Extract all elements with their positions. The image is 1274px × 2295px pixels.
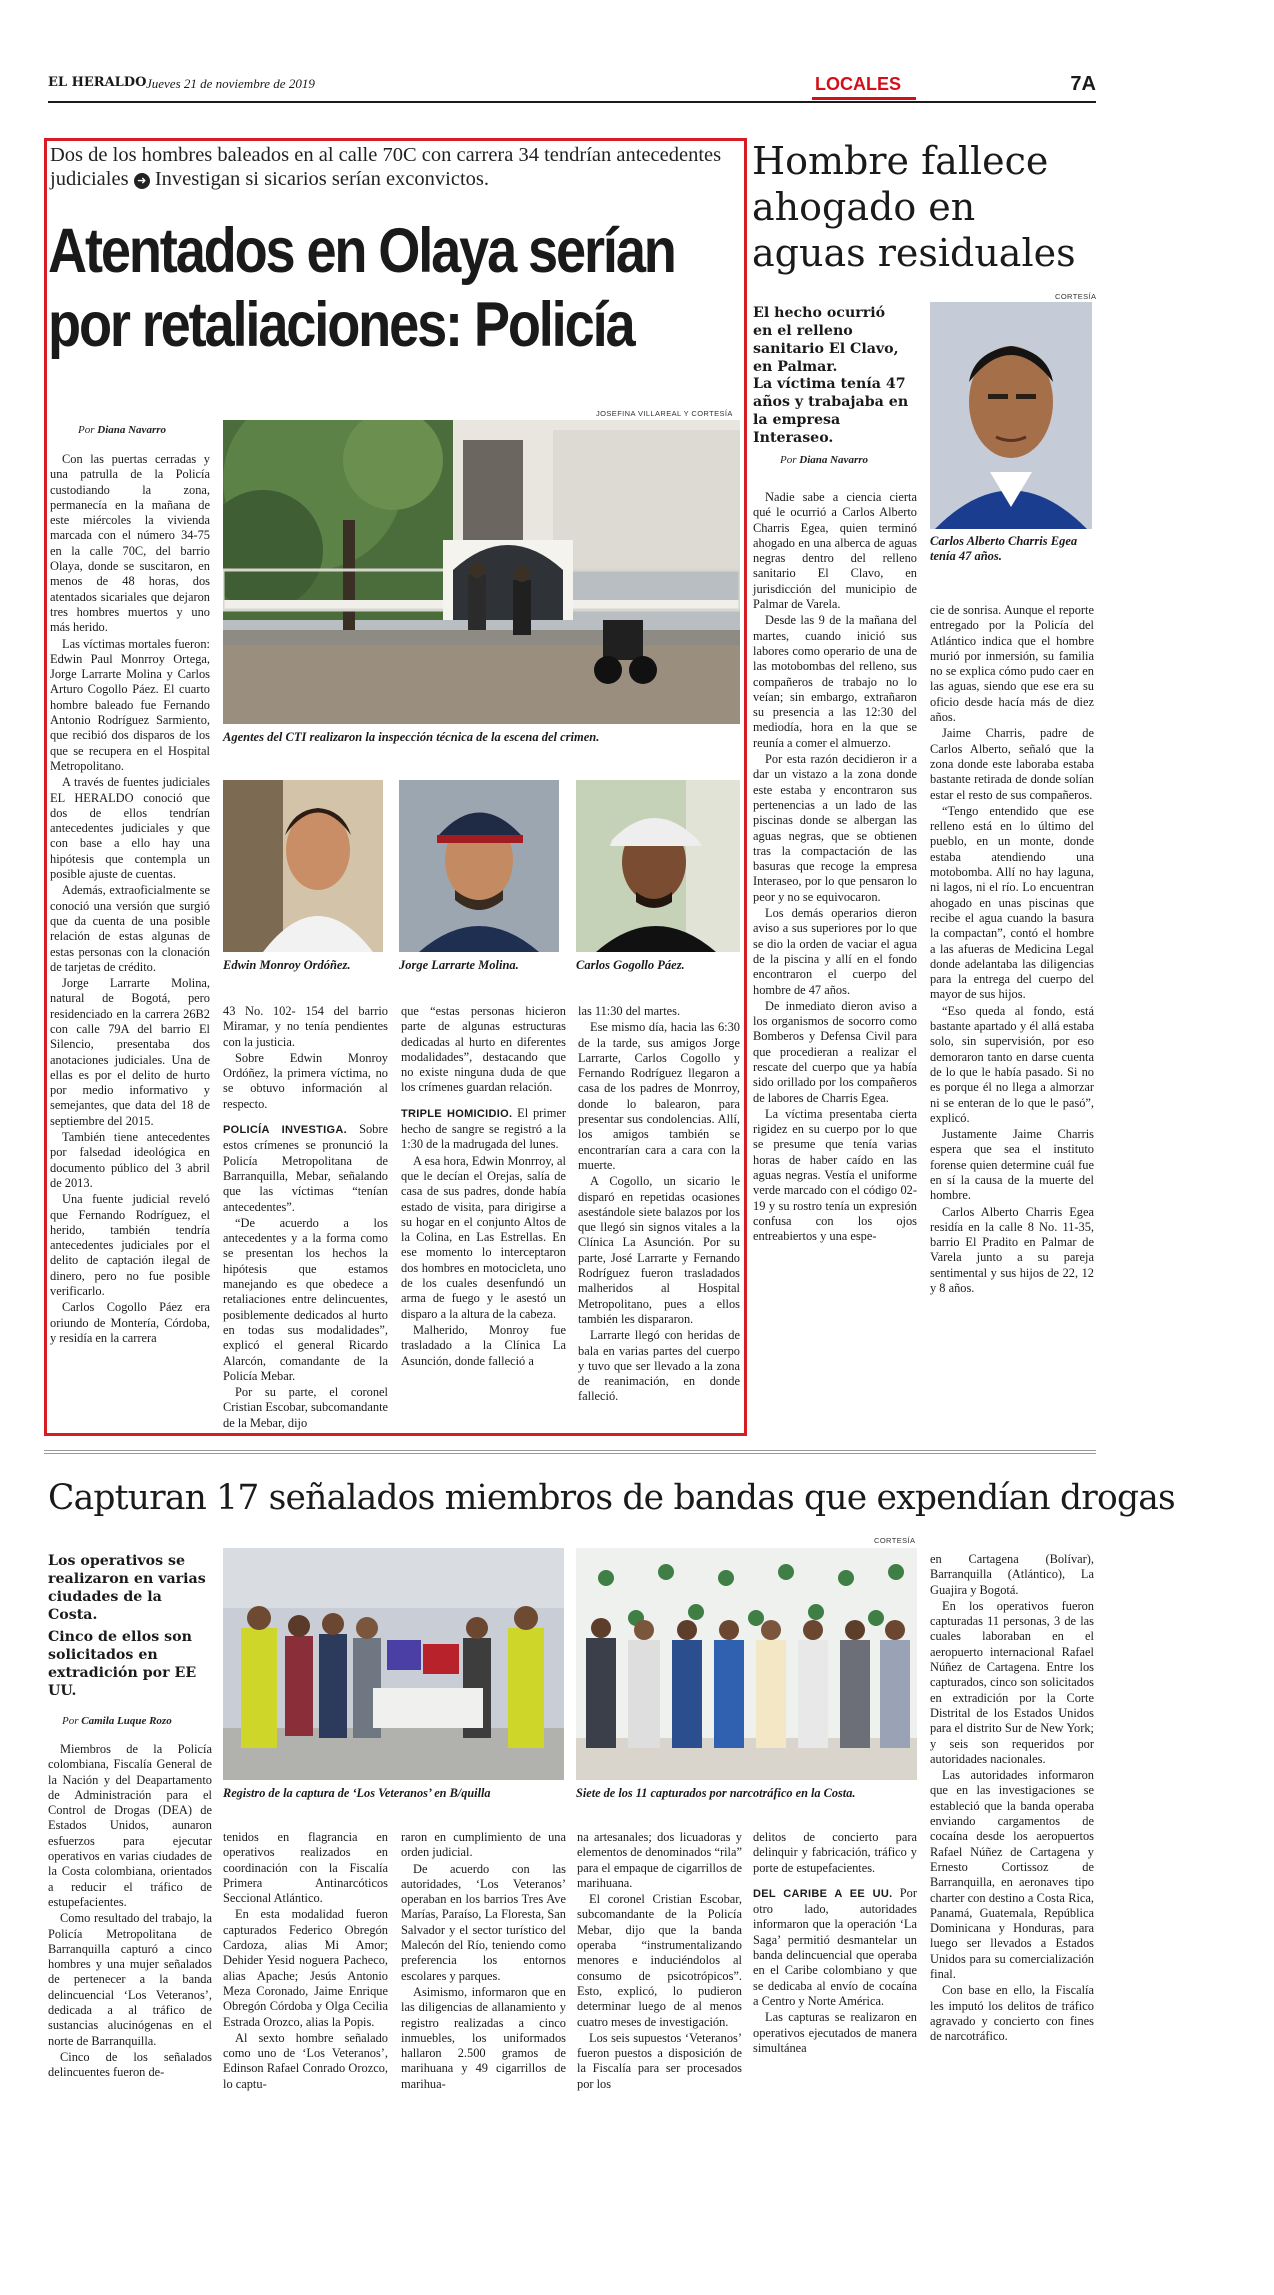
paragraph: raron en cumplimiento de una orden judicial.	[401, 1830, 566, 1860]
paragraph: Nadie sabe a ciencia cierta qué le ocurrió a Carlos Alberto Charris Egea, quien terminó ahogado en una alberca de aguas negras dentro del relleno sanitario El Clavo, en jurisdicción del municipio de Palmar de Varela.	[753, 490, 917, 612]
paragraph: las 11:30 del martes.	[578, 1004, 681, 1018]
paragraph: A través de fuentes judiciales EL HERALDO conoció que dos de ellos tendrían antecedentes judiciales y que con base a ello hay una hipótesis que contempla un posible ajuste de cuentas.	[50, 775, 210, 882]
bandas-column-3	[401, 1830, 566, 2093]
paragraph: cie de sonrisa. Aunque el reporte entregado por la Policía del Atlántico indica que el hombre murió por inmersión, su familia no se explica cómo pudo caer en las aguas, siendo que ese era su oficio desde hacía más de diez años.	[930, 603, 1094, 725]
header-rule	[48, 101, 1096, 103]
charris-caption: Carlos Alberto Charris Egea tenía 47 años.	[930, 534, 1078, 563]
la-saga-caption: Siete de los 11 capturados por narcotráfico en la Costa.	[576, 1786, 856, 1800]
paragraph: Por su parte, el coronel Cristian Escobar, subcomandante de la Mebar, dijo	[223, 1385, 389, 1430]
paragraph: De acuerdo con las autoridades, ‘Los Veteranos’ operaban en los barrios Tres Ave Marías, Paraíso, La Floresta, San Salvador y el sector turístico del Malecón del Río, teniendo como preferencia los entornos escolares y parques.	[401, 1861, 566, 1983]
olaya-column-1	[50, 452, 210, 1347]
paragraph: Carlos Alberto Charris Egea residía en la calle 8 No. 11-35, barrio El Pradito en Palmar de Varela junto a su pareja sentimental y sus hijos de 22, 12 y 8 años.	[930, 1204, 1094, 1296]
ahogado-lead-2: La víctima tenía 47 años y trabajaba en la empresa Interaseo.	[753, 376, 909, 446]
paragraph: “Tengo entendido que ese relleno está en lo último del pueblo, en un monte, donde estaba atendiendo una motobomba. Allí no hay laguna, ni lagos, ni el río. Lo encuentran ahogado en unas piscinas que recibe el agua cuando la basura la compactan”, contó el hombre a las afueras de Medicina Legal donde adelantaba las diligencias para la entrega del cuerpo del mayor de sus hijos.	[930, 803, 1094, 1002]
charris-portrait	[930, 302, 1092, 529]
paragraph: Con las puertas cerradas y una patrulla de la Policía custodiando la zona, permanecía en la mañana de este miércoles la vivienda marcada con el número 34-75 en la calle 70C, del barrio Olaya, donde se suscitaron, en menos de 48 horas, dos atentados sicariales que dejaron tres hombres muertos y uno más herido.	[50, 452, 210, 635]
main-photo-caption: Agentes del CTI realizaron la inspección técnica de la escena del crimen.	[223, 730, 600, 744]
page-header	[48, 74, 1096, 100]
paragraph: Cinco de los señalados delincuentes fueron de-	[48, 2049, 212, 2080]
paragraph: Además, extraoficialmente se conoció una versión que surgió que da cuenta de una posible relación de estas algunas de estas personas con la clonación de tarjetas de crédito.	[50, 883, 210, 974]
veteranos-capture-illustration	[223, 1548, 564, 1780]
paragraph: Por esta razón decidieron ir a dar un vistazo a la zona donde este estaba y encontraron sus pertenencias a un lado de las piscinas donde se albergan las aguas negras, que se obtienen tras la compactación de las basuras que recoge la empresa Interaseo, por lo que pensaron lo peor y no se equivocaron.	[753, 752, 917, 904]
bandas-column-5	[753, 1830, 917, 2057]
byline-prefix: Por	[62, 1715, 79, 1727]
paragraph: De inmediato dieron aviso a los organismos de socorro como Bomberos y Defensa Civil para que procedieran a realizar el rescate del cuerpo que ya había sido orillado por los compañeros de labores de Charris Egea.	[753, 998, 917, 1105]
olaya-headline	[48, 214, 675, 362]
olaya-byline	[78, 424, 166, 436]
section-name: LOCALES	[815, 74, 902, 94]
olaya-column-4	[578, 1004, 740, 1406]
victim-3-portrait	[576, 780, 740, 952]
subhead-paragraph	[401, 1106, 566, 1153]
paragraph: Las capturas se realizaron en operativos ejecutados de manera simultánea	[753, 2010, 917, 2055]
bandas-column-6	[930, 1552, 1094, 2046]
paragraph: Desde las 9 de la mañana del martes, cuando inició sus labores como operario de una de las motobombas del relleno, sus compañeros de trabajo no lo veían; sin embargo, extrañaron su presencia a las 12:30 del mediodía, hora en la que se reunía a comer el almuerzo.	[753, 613, 917, 750]
paragraph: Los seis supuestos ‘Veteranos’ fueron puestos a disposición de la Fiscalía para ser procesados por los	[577, 2030, 742, 2091]
ahogado-column-2	[930, 603, 1094, 1297]
victim-caption-3: Carlos Gogollo Páez.	[576, 958, 685, 972]
bandas-lead-2: Cinco de ellos son solicitados en extradición por EE UU.	[48, 1629, 197, 1699]
crime-scene-illustration	[223, 420, 740, 724]
headline-line-1: Atentados en Olaya serían	[48, 216, 675, 286]
paragraph: En los operativos fueron capturadas 11 personas, 3 de las cuales laboraban en el aeropuerto internacional Rafael Núñez de Cartagena. Entre los capturados, cinco son solicitados en extradición por la Corte Distrital de los Estados Unidos para el distrito Sur de New York; y seis son requeridos por autoridades nacionales.	[930, 1598, 1094, 1766]
story-separator	[44, 1450, 1096, 1454]
paragraph: Malherido, Monroy fue trasladado a la Clínica La Asunción, donde falleció a	[401, 1322, 566, 1368]
veteranos-photo	[223, 1548, 564, 1780]
bandas-column-2	[223, 1830, 388, 2093]
paragraph: Los demás operarios dieron aviso a sus superiores por lo que se dio la orden de vaciar el agua de la piscina y allí en el fondo encontraron el cuerpo del hombre de 47 años.	[753, 906, 917, 997]
paragraph: Las autoridades informaron que en las investigaciones se estableció que la banda operaba enviando cargamentos de cocaína desde los aeropuertos Rafael Núñez de Cartagena y Ernesto Cortissoz de Barranquilla, en aeronaves tipo charter con destino a Costa Rica, Panamá, Guatemala, República Dominicana y Honduras, para luego ser llevados a Estados Unidos para su comercialización final.	[930, 1768, 1094, 1982]
bandas-column-4	[577, 1830, 742, 2093]
paragraph: 43 No. 102- 154 del barrio Miramar, y no tenía pendientes con la justicia.	[223, 1004, 388, 1049]
paragraph: En esta modalidad fueron capturados Federico Obregón Cardoza, alias Mi Amor; Dehider Yesid noguera Pacheco, alias Apache; Jesús Antonio Meza Coronado, Jaime Enrique Obregón Córdoba y Olga Cecilia Estrada Orozco, alias la Popis.	[223, 1907, 388, 2029]
paragraph: que “estas personas hicieron parte de algunas estructuras dedicadas al hurto en diferentes modalidades”, destacando que no existe ninguna duda de que los crímenes guardan relación.	[401, 1004, 566, 1095]
victim-photo-2	[399, 780, 559, 952]
olaya-column-3	[401, 1004, 566, 1370]
bandas-photo-credit: CORTESÍA	[874, 1536, 916, 1545]
byline-author: Diana Navarro	[799, 454, 869, 466]
paragraph: Larrarte llegó con heridas de bala en varias partes del cuerpo y tuvo que ser llevado a la zona de reanimación, en donde falleció.	[578, 1328, 740, 1404]
bandas-byline	[62, 1715, 172, 1727]
paragraph: na artesanales; dos licuadoras y elementos de denominados “rila” para el empaque de cigarrillos de marihuana.	[577, 1830, 742, 1890]
paragraph: La víctima presentaba cierta rigidez en su cuerpo por lo que se presume que tenía varias horas de haber caído en las aguas negras. Vestía el uniforme verde marcado con el código 02-19 y su rostro tenía un expresión confusa con los ojos entreabiertos y una espe-	[753, 1106, 917, 1244]
victim-1-portrait	[223, 780, 383, 952]
headline-line-2: por retaliaciones: Policía	[48, 290, 634, 360]
paragraph: Jorge Larrarte Molina, natural de Bogotá, pero residenciado en la carrera 26B2 con calle 79A del barrio El Silencio, presentaba dos anotaciones judiciales. Una de ellas es por el delito de hurto por medio informativo y semejantes, que data del 18 de septiembre del 2015.	[50, 976, 210, 1128]
victim-photo-3	[576, 780, 740, 952]
la-saga-capture-illustration	[576, 1548, 917, 1780]
paragraph: Como resultado del trabajo, la Policía Metropolitana de Barranquilla capturó a cinco hombres y una mujer señalados de pertenecer a la banda delincuencial ‘Los Veteranos’, dedicada a al tráfico de sustancias alucinógenas en el norte de Barranquilla.	[48, 1911, 212, 2048]
paragraph: Con base en ello, la Fiscalía les imputó los delitos de tráfico agravado y concierto con fines de narcotráfico.	[930, 1983, 1094, 2044]
paragraph: A esa hora, Edwin Monrroy, al que le decían el Orejas, salía de casa de sus padres, donde había estado de visita, para dirigirse a su hogar en el conjunto Altos de la Colina, en Las Estrellas. En ese momento lo interceptaron dos hombres en motocicleta, uno de los cuales desenfundó un arma de fuego y le asestó un disparo a la altura de la cabeza.	[401, 1153, 566, 1321]
paragraph: Justamente Jaime Charris espera que sea el instituto forense quien determine cuál fue en sí la causa de la muerte del hombre.	[930, 1127, 1094, 1203]
kicker-text: Dos de los hombres baleados en al calle 70C con carrera 34 tendrían antecedentes judiciales	[50, 144, 722, 190]
paragraph: delitos de concierto para delinquir y fabricación, tráfico y porte de estupefacientes.	[753, 1830, 917, 1875]
subhead-paragraph	[753, 1886, 917, 2009]
paragraph: en Cartagena (Bolívar), Barranquilla (Atlántico), La Guajira y Bogotá.	[930, 1552, 1094, 1597]
arrow-icon: ➜	[134, 173, 150, 189]
byline-author: Camila Luque Rozo	[81, 1715, 172, 1727]
paragraph: Carlos Cogollo Páez era oriundo de Montería, Córdoba, y residía en la carrera	[50, 1300, 210, 1345]
victim-caption-1: Edwin Monroy Ordóñez.	[223, 958, 351, 972]
paragraph: “Eso queda al fondo, está bastante apartado y él allá estaba solo, sin supervisión, por eso demoraron tanto en darse cuenta de lo que le había pasado. Si no es porque él no llega a almorzar ni se enteran de lo que le pasó”, explicó.	[930, 1003, 1094, 1125]
paragraph: Al sexto hombre señalado como uno de ‘Los Veteranos’, Edinson Rafael Conrado Orozco, lo captu-	[223, 2030, 388, 2091]
ahogado-lead-1: El hecho ocurrió en el relleno sanitario El Clavo, en Palmar.	[753, 305, 899, 375]
olaya-kicker	[50, 143, 740, 191]
byline-author: Diana Navarro	[97, 424, 167, 436]
paragraph: Sobre Edwin Monroy Ordóñez, la primera víctima, no se obtuvo información al respecto.	[223, 1050, 388, 1111]
ahogado-column-1	[753, 490, 917, 1246]
crime-scene-photo	[223, 420, 740, 724]
paragraph-text: El primer hecho de sangre se registró a la 1:30 de la madrugada del lunes.	[401, 1105, 566, 1152]
byline-prefix: Por	[78, 424, 95, 436]
section-underline	[812, 97, 916, 100]
olaya-photo-credit: JOSEFINA VILLAREAL Y CORTESÍA	[596, 409, 733, 418]
newspaper-name: EL HERALDO	[48, 75, 147, 90]
paragraph: También tiene antecedentes por falsedad ideológica en documento público del 3 abril de 2013.	[50, 1130, 210, 1190]
paragraph-text: Sobre estos crímenes se pronunció la Policía Metropolitana de Barranquilla, Mebar, señalando que las víctimas “tenían antecedentes”.	[223, 1122, 388, 1214]
ahogado-headline: Hombre fallece ahogado en aguas residuales	[752, 139, 1076, 275]
kicker-link: Investigan si sicarios serían exconvictos.	[154, 168, 489, 190]
paragraph: Miembros de la Policía colombiana, Fiscalía General de la Nación y del Deapartamento de Administración para el Control de Drogas (DEA) de Estados Unidos, aunaron esfuerzos para ejecutar operativos en varias ciudades de la Costa colombiana, orientados a reducir el tráfico de estupefacientes.	[48, 1742, 212, 1909]
paragraph: Jaime Charris, padre de Carlos Alberto, señaló que la zona donde este laboraba estaba bastante retirada de donde solían estar el resto de sus compañeros.	[930, 726, 1094, 802]
subhead-label: POLICÍA INVESTIGA.	[223, 1124, 347, 1137]
paragraph-text: Por otro lado, autoridades informaron que la operación ‘La Saga’ permitió desmantelar un banda delincuencial que operaba en el Caribe colombiano y que se dedicaba al envío de cocaína a Centro y Norte América.	[753, 1885, 917, 2008]
paragraph: “De acuerdo a los antecedentes y a la forma como se presentan los hechos la hipótesis que estamos manejando es que obedece a retaliaciones entre delincuentes, posiblemente dedicados al hurto en todas sus modalidades”, explicó el general Ricardo Alarcón, comandante de la Policía Mebar.	[223, 1215, 388, 1383]
charris-portrait-illustration	[930, 302, 1092, 529]
paragraph: Asimismo, informaron que en las diligencias de allanamiento y registro realizadas a cinco inmuebles, los uniformados hallaron 2.500 gramos de marihuana y 49 cigarrillos de marihua-	[401, 1984, 566, 2091]
bandas-lead-1: Los operativos se realizaron en varias ciudades de la Costa.	[48, 1553, 206, 1623]
byline-prefix: Por	[780, 454, 797, 466]
issue-date: Jueves 21 de noviembre de 2019	[146, 76, 315, 91]
olaya-column-2	[223, 1004, 388, 1432]
subhead-label: DEL CARIBE A EE UU.	[753, 1887, 893, 1900]
veteranos-caption: Registro de la captura de ‘Los Veteranos’ en B/quilla	[223, 1786, 491, 1800]
subhead-label: TRIPLE HOMICIDIO.	[401, 1107, 513, 1120]
paragraph: A Cogollo, un sicario le disparó en repetidas ocasiones asestándole siete balazos por los que llegó sin signos vitales a la Clínica La Asunción. Por su parte, José Larrarte y Fernando Rodríguez fueron trasladados malheridos al Hospital Metropolitano, pues a ellos también les dispararon.	[578, 1174, 740, 1326]
paragraph: tenidos en flagrancia en operativos realizados en coordinación con la Fiscalía Primera Antinarcóticos Seccional Atlántico.	[223, 1830, 388, 1906]
paragraph: Una fuente judicial reveló que Fernando Rodríguez, el herido, también tendría antecedentes judiciales por el delito de captación ilegal de dinero, pero no fue posible verificarlo.	[50, 1192, 210, 1299]
paragraph: Ese mismo día, hacia las 6:30 de la tarde, sus amigos Jorge Larrarte, Carlos Cogollo y Fernando Rodríguez llegaron a casa de los padres de Monrroy, donde lo balearon, para presentar sus condolencias. Allí, los amigos también se encontrarían cara a cara con la muerte.	[578, 1020, 740, 1172]
paragraph: El coronel Cristian Escobar, subcomandante de la Policía Mebar, dijo que la banda operaba “instrumentalizando menores e induciéndolos al consumo de psicotrópicos”. Esto, explicó, lo pudieron determinar luego de al menos cuatro meses de investigación.	[577, 1892, 742, 2029]
bandas-headline: Capturan 17 señalados miembros de bandas que expendían drogas	[48, 1478, 1175, 1518]
ahogado-byline	[780, 454, 868, 466]
ahogado-photo-credit: CORTESÍA	[1055, 292, 1097, 301]
victim-2-portrait	[399, 780, 559, 952]
bandas-column-1	[48, 1742, 212, 2082]
subhead-paragraph	[223, 1122, 388, 1215]
victim-caption-2: Jorge Larrarte Molina.	[399, 958, 519, 972]
page-number: 7A	[1070, 73, 1096, 95]
victim-photo-1	[223, 780, 383, 952]
paragraph: Las víctimas mortales fueron: Edwin Paul Monrroy Ortega, Jorge Larrarte Molina y Carlos Arturo Cogollo Páez. El cuarto hombre baleado fue Fernando Antonio Rodríguez Sarmiento, que recibió dos disparos de los que se recupera en el Hospital Metropolitano.	[50, 636, 210, 773]
la-saga-photo	[576, 1548, 917, 1780]
